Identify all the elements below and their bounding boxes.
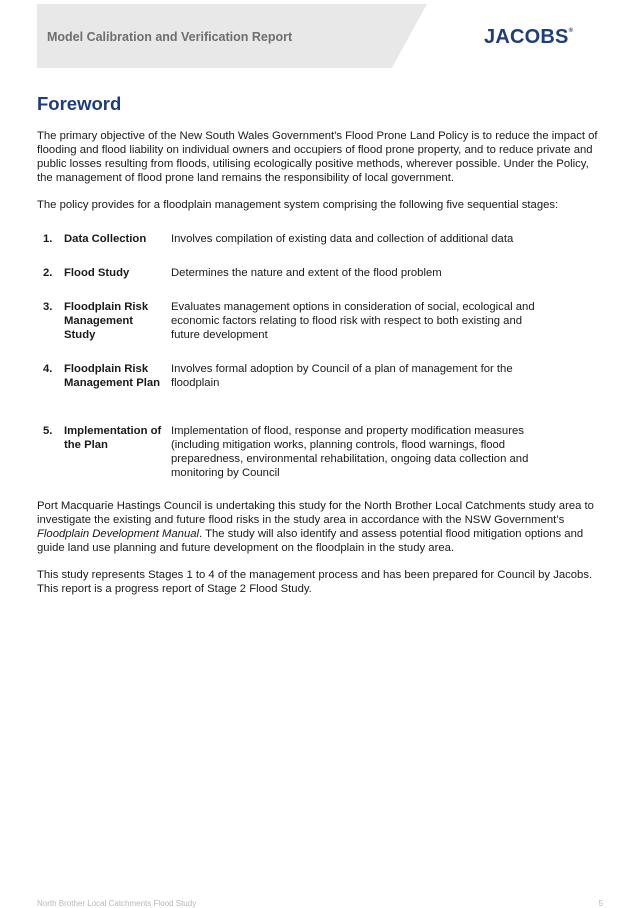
stage-description: Involves compilation of existing data and collection of additional data xyxy=(171,233,514,245)
stage-number: 4. xyxy=(43,363,53,375)
stage-number: 2. xyxy=(43,267,53,279)
closing-paragraph: This study represents Stages 1 to 4 of the management process and has been prepared for Council by Jacobs. This report is a progress report of Stage 2 Flood Study. xyxy=(37,569,593,595)
council-paragraph xyxy=(37,499,603,555)
stage-name: Implementation of the Plan xyxy=(64,425,162,451)
logo-text: JACOBS xyxy=(484,26,569,48)
council-text-end: . The study will also identify and assess potential flood mitigation options and guide land use planning and future development on the floodplain in the study area. xyxy=(37,528,584,554)
stage-name: Floodplain Risk Management Study xyxy=(64,301,149,341)
stage-description: Implementation of flood, response and property modification measures (including mitigation works, planning controls, flood warnings, flood preparedness, environmental rehabilitation, ongoing data collection and monitoring by Council xyxy=(171,425,529,479)
stages-intro-paragraph: The policy provides for a floodplain management system comprising the following five sequential stages: xyxy=(37,199,559,211)
stage-number: 1. xyxy=(43,233,53,245)
footer-document-title: North Brother Local Catchments Flood Study xyxy=(37,899,197,908)
report-title: Model Calibration and Verification Report xyxy=(47,30,293,44)
stage-name: Data Collection xyxy=(64,233,147,245)
stage-description: Involves formal adoption by Council of a plan of management for the floodplain xyxy=(171,363,513,389)
stage-name: Floodplain Risk Management Plan xyxy=(64,363,161,389)
registered-mark: ® xyxy=(568,28,574,34)
stage-number: 5. xyxy=(43,425,53,437)
page-number: 5 xyxy=(598,899,603,908)
stage-description: Determines the nature and extent of the flood problem xyxy=(171,267,442,279)
manual-title: Floodplain Development Manual xyxy=(37,528,200,540)
stage-description: Evaluates management options in consideration of social, ecological and economic factors relating to flood risk with respect to both existing and future development xyxy=(171,301,535,341)
jacobs-logo xyxy=(484,26,573,49)
stage-name: Flood Study xyxy=(64,267,130,279)
stage-number: 3. xyxy=(43,301,53,313)
intro-paragraph: The primary objective of the New South Wales Government's Flood Prone Land Policy is to reduce the impact of flooding and flood liability on individual owners and occupiers of flood prone property, and to reduce private and public losses resulting from floods, utilising ecologically positive methods, wherever possible. Under the Policy, the management of flood prone land remains the responsibility of local government. xyxy=(37,130,598,184)
page-title: Foreword xyxy=(37,93,122,114)
council-text-start: Port Macquarie Hastings Council is undertaking this study for the North Brother Local Catchments study area to investigate the existing and future flood risks in the study area in accordance with the NSW Government’s xyxy=(37,500,594,526)
